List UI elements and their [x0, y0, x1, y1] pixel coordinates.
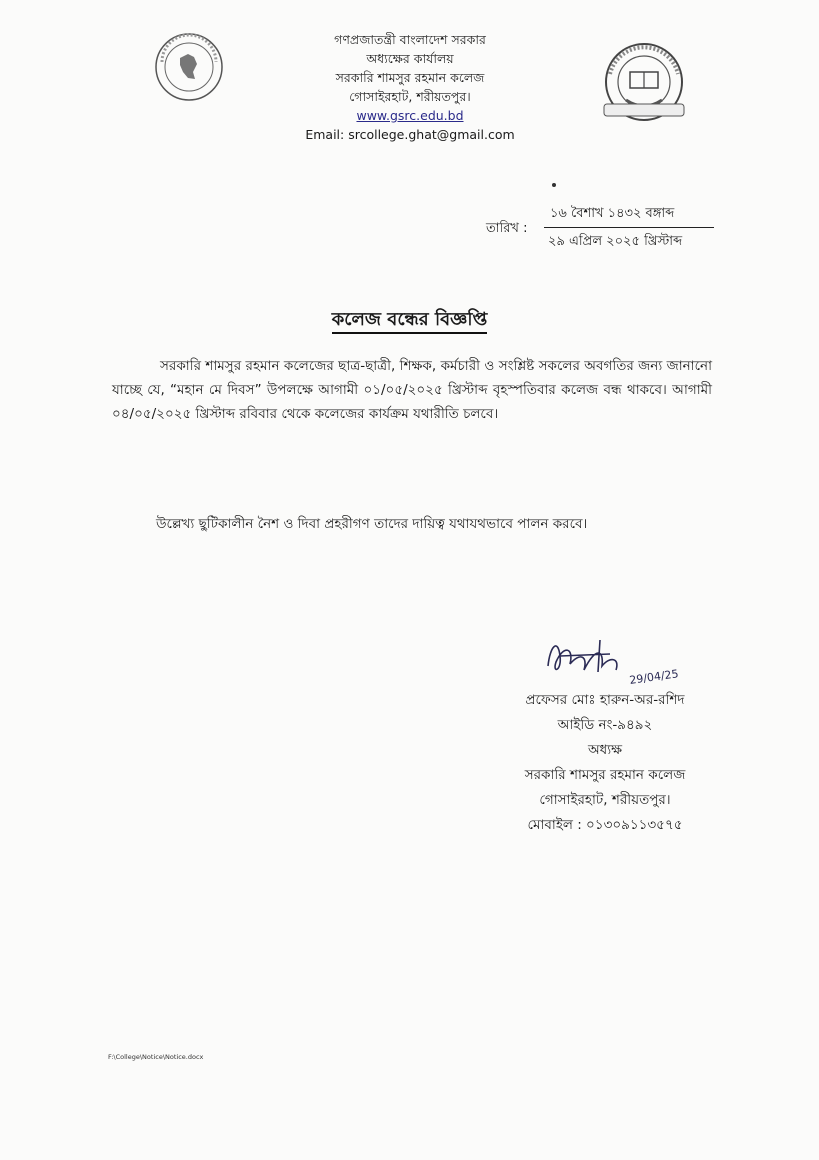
notice-title [0, 305, 819, 336]
header-college: সরকারি শামসুর রহমান কলেজ [335, 70, 485, 85]
scan-speck [552, 183, 556, 187]
signatory-designation: অধ্যক্ষ [587, 742, 623, 758]
signature-icon [540, 626, 690, 696]
header-address: গোসাইরহাট, শরীয়তপুর। [349, 89, 471, 104]
notice-title-text: কলেজ বন্ধের বিজ্ঞপ্তি [332, 309, 488, 334]
college-seal-icon [598, 42, 690, 124]
header-office: অধ্যক্ষের কার্যালয় [366, 51, 454, 66]
date-gregorian: ২৯ এপ্রিল ২০২৫ খ্রিস্টাব্দ [548, 234, 683, 249]
signatory-id: আইডি নং-৯৪৯২ [557, 717, 653, 733]
header-email: Email: srcollege.ghat@gmail.com [305, 127, 515, 142]
government-seal-icon [150, 32, 228, 102]
signatory-address: গোসাইরহাট, শরীয়তপুর। [539, 792, 671, 808]
header-government: গণপ্রজাতন্ত্রী বাংলাদেশ সরকার [334, 32, 486, 47]
date-bengali: ১৬ বৈশাখ ১৪৩২ বঙ্গাব্দ [544, 204, 714, 228]
signatory-college: সরকারি শামসুর রহমান কলেজ [524, 767, 686, 783]
notice-note: উল্লেখ্য ছুটিকালীন নৈশ ও দিবা প্রহরীগণ তাদের দায়িত্ব যথাযথভাবে পালন করবে। [156, 516, 588, 532]
date-label: তারিখ : [486, 221, 528, 236]
date-block [544, 204, 714, 253]
file-path: F:\College\Notice\Notice.docx [108, 1053, 204, 1061]
signatory-block [470, 688, 740, 838]
signatory-mobile: মোবাইল : ০১৩০৯১১৩৫৭৫ [527, 817, 683, 833]
header-website-link[interactable]: www.gsrc.edu.bd [356, 108, 464, 123]
signatory-name: প্রফেসর মোঃ হারুন-অর-রশিদ [525, 692, 685, 708]
notice-body [112, 354, 712, 426]
notice-paragraph: সরকারি শামসুর রহমান কলেজের ছাত্র-ছাত্রী, শিক্ষক, কর্মচারী ও সংশ্লিষ্ট সকলের অবগতির জন্য জানানো যাচ্ছে যে, “মহান মে দিবস” উপলক্ষে আগামী ০১/০৫/২০২৫ খ্রিস্টাব্দ বৃহস্পতিবার কলেজ বন্ধ থাকবে। আগামী ০৪/০৫/২০২৫ খ্রিস্টাব্দ রবিবার থেকে কলেজের কার্যক্রম যথারীতি চলবে। [112, 358, 712, 422]
letterhead [260, 30, 560, 144]
signature-date: 29/04/25 [628, 667, 680, 687]
